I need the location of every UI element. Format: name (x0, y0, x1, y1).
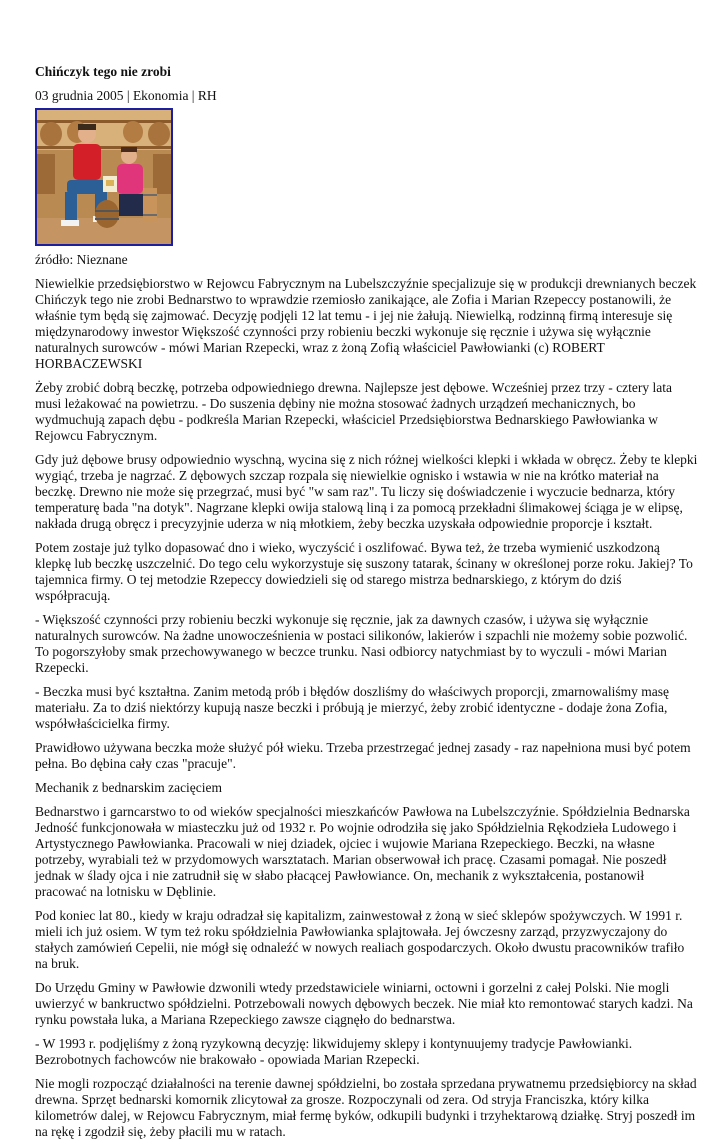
article-paragraph: Pod koniec lat 80., kiedy w kraju odradzał się kapitalizm, zainwestował z żoną w sieć sklepów spożywczych. W 1991 r. mieli ich już osiem. W tym też roku spółdzielnia Pawłowianka splajtowała. Jej ówczesny zarząd, przyzwyczajony do stałych zamówień Cepelii, nie mógł się odnaleźć w nowych realiach gospodarczych. Około dwustu pracowników trafiło na bruk. (35, 908, 685, 971)
article-meta: 03 grudnia 2005 | Ekonomia | RH (35, 88, 217, 103)
section-heading: Mechanik z bednarskim zacięciem (35, 780, 223, 795)
article-paragraph: Żeby zrobić dobrą beczkę, potrzeba odpowiedniego drewna. Najlepsze jest dębowe. Wcześniej przez trzy - cztery lata musi leżakować na powietrzu. - Do suszenia dębiny nie można stosować żadnych urządzeń mechanicznych, bo wydmuchują zapach dębu - podkreśla Marian Rzepecki, właściciel Przedsiębiorstwa Bednarskiego Pawłowianka w Rejowcu Fabrycznym. (35, 380, 672, 443)
article-paragraph: - Beczka musi być kształtna. Zanim metodą prób i błędów doszliśmy do właściwych proporcji, zmarnowaliśmy masę materiału. Za to dziś niektórzy kupują nasze beczki i próbują je mierzyć, żeby zrobić identyczne - dodaje żona Zofia, współwłaścicielka firmy. (35, 684, 669, 731)
article-paragraph: Bednarstwo i garncarstwo to od wieków specjalności mieszkańców Pawłowa na Lubelszczyźnie. Spółdzielnia Bednarska Jedność funkcjonowała w miasteczku już od 1932 r. Po wojnie odrodziła się jako Spółdzielnia Rękodzieła Ludowego i Artystycznego Pawłowianka. Pracowali w niej dziadek, ojciec i wujowie Mariana Rzepeckiego. Beczki, na własne potrzeby, wyrabiali też w przydomowych warsztatach. Marian obserwował ich pracę. Czasami pomagał. Nie poszedł jednak w ślady ojca i nie zatrudnił się w słabo płacącej Pawłowiance. On, mechanik z wykształcenia, postanowił pracować na lotnisku w Dęblinie. (35, 804, 690, 899)
article-paragraph: - Większość czynności przy robieniu beczki wykonuje się ręcznie, jak za dawnych czasów, i używa się wyłącznie naturalnych surowców. Na żadne unowocześnienia w postaci silikonów, lakierów i szpachli nie możemy sobie pozwolić. To pogorszyłoby smak przechowywanego w beczce trunku. Nasi odbiorcy natychmiast by to wyczuli - mówi Marian Rzepecki. (35, 612, 688, 675)
article-photo (35, 108, 173, 246)
article-paragraph: Nie mogli rozpocząć działalności na terenie dawnej spółdzielni, bo została sprzedana prywatnemu przedsiębiorcy na skład drewna. Sprzęt bednarski komornik zlicytował za grosze. Rozpoczynali od zera. Od stryja Franciszka, który kilka kilometrów dalej, w Rejowcu Fabrycznym, miał fermę byków, odkupili budynki i trzyhektarową działkę. Stryj poszedł im na rękę i zgodził się, żeby płacili mu w ratach. (35, 1076, 697, 1139)
article-paragraph: Niewielkie przedsiębiorstwo w Rejowcu Fabrycznym na Lubelszczyźnie specjalizuje się w produkcji drewnianych beczek Chińczyk tego nie zrobi Bednarstwo to wprawdzie rzemiosło zanikające, ale Zofia i Marian Rzepeccy postanowili, że właśnie tym będą się zajmować. Decyzję podjęli 12 lat temu - i jej nie żałują. Niewielką, rodzinną firmą interesuje się międzynarodowy inwestor Większość czynności przy robieniu beczki wykonuje się ręcznie i używa się wyłącznie naturalnych surowców - mówi Marian Rzepecki, wraz z żoną Zofią właściciel Pawłowianki (c) ROBERT HORBACZEWSKI (35, 276, 697, 371)
photo-source: źródło: Nieznane (35, 252, 128, 267)
article-paragraph: - W 1993 r. podjęliśmy z żoną ryzykowną decyzję: likwidujemy sklepy i kontynuujemy tradycje Pawłowianki. Bezrobotnych fachowców nie brakowało - opowiada Marian Rzepecki. (35, 1036, 633, 1067)
article-body (35, 276, 698, 1140)
article-paragraph: Potem zostaje już tylko dopasować dno i wieko, wyczyścić i oszlifować. Bywa też, że trzeba wymienić uszkodzoną klepkę lub beczkę uszczelnić. Do tego celu wykorzystuje się suszony tatarak, ścinany w określonej porze roku. Jakiej? To tajemnica firmy. O tej metodzie Rzepeccy dowiedzieli się od starego mistrza bednarskiego, z którym do dziś współpracują. (35, 540, 693, 603)
article-paragraph: Gdy już dębowe brusy odpowiednio wyschną, wycina się z nich różnej wielkości klepki i wkłada w obręcz. Żeby te klepki wygiąć, trzeba je nagrzać. Z dębowych szczap rozpala się niewielkie ognisko i wstawia w nie na krótko materiał na beczkę. Drewno nie może się przegrzać, musi być "w sam raz". Tu liczy się doświadczenie i wyczucie bednarza, który temperaturę bada "na dotyk". Nagrzane klepki owija stalową liną i za pomocą przekładni ślimakowej ściąga je w elipsę, nakłada drugą obręcz i precyzyjnie uderza w nią młotkiem, żeby beczka uzyskała odpowiednie proporcje i kształt. (35, 452, 698, 531)
article-paragraph: Do Urzędu Gminy w Pawłowie dzwonili wtedy przedstawiciele winiarni, octowni i gorzelni z całej Polski. Nie mogli uwierzyć w bankructwo spółdzielni. Potrzebowali nowych dębowych beczek. Nie miał kto remontować starych kadzi. Na rynku powstała luka, a Mariana Rzepeckiego zawsze ciągnęło do bednarstwa. (35, 980, 693, 1027)
article-paragraph: Prawidłowo używana beczka może służyć pół wieku. Trzeba przestrzegać jednej zasady - raz napełniona musi być potem pełna. Bo dębina cały czas "pracuje". (35, 740, 691, 771)
article-title: Chińczyk tego nie zrobi (35, 64, 171, 79)
